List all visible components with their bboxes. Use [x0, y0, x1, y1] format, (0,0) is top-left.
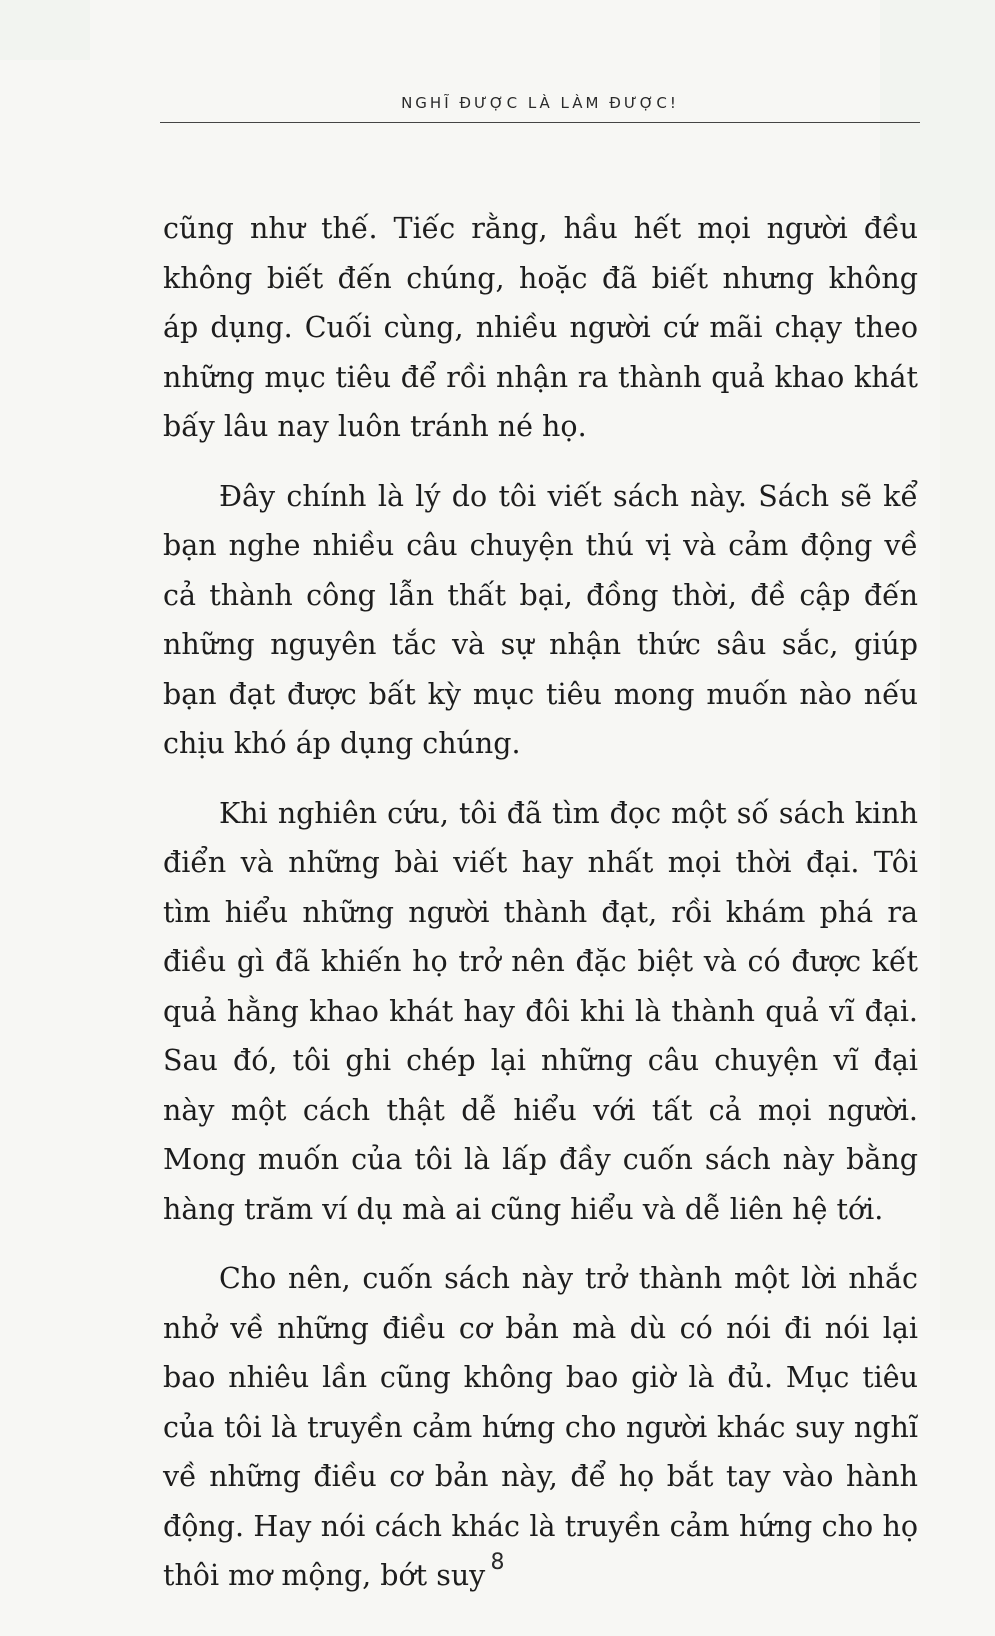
header-divider [160, 122, 920, 123]
paragraph-continued: cũng như thế. Tiếc rằng, hầu hết mọi người đều không biết đến chúng, hoặc đã biết nhưng không áp dụng. Cuối cùng, nhiều người cứ mãi chạy theo những mục tiêu để rồi nhận ra thành quả khao khát bấy lâu nay luôn tránh né họ. [163, 212, 918, 443]
paragraph: Khi nghiên cứu, tôi đã tìm đọc một số sách kinh điển và những bài viết hay nhất mọi thời đại. Tôi tìm hiểu những người thành đạt, rồi khám phá ra điều gì đã khiến họ trở nên đặc biệt và có được kết quả hằng khao khát hay đôi khi là thành quả vĩ đại. Sau đó, tôi ghi chép lại những câu chuyện vĩ đại này một cách thật dễ hiểu với tất cả mọi người. Mong muốn của tôi là lấp đầy cuốn sách này bằng hàng trăm ví dụ mà ai cũng hiểu và dễ liên hệ tới. [163, 796, 918, 1226]
paragraph: Cho nên, cuốn sách này trở thành một lời nhắc nhở về những điều cơ bản mà dù có nói đi nói lại bao nhiêu lần cũng không bao giờ là đủ. Mục tiêu của tôi là truyền cảm hứng cho người khác suy nghĩ về những điều cơ bản này, để họ bắt tay vào hành động. Hay nói cách khác là truyền cảm hứng cho họ thôi mơ mộng, bớt suy [163, 1262, 918, 1592]
running-header [160, 94, 920, 126]
running-title: NGHĨ ĐƯỢC LÀ LÀM ĐƯỢC! [401, 94, 679, 112]
page-body [163, 204, 918, 1621]
scan-shadow-top-left [0, 0, 90, 60]
scan-shadow-right-edge [940, 230, 995, 1330]
page-number: 8 [490, 1550, 505, 1575]
paragraph: Đây chính là lý do tôi viết sách này. Sách sẽ kể bạn nghe nhiều câu chuyện thú vị và cảm động về cả thành công lẫn thất bại, đồng thời, đề cập đến những nguyên tắc và sự nhận thức sâu sắc, giúp bạn đạt được bất kỳ mục tiêu mong muốn nào nếu chịu khó áp dụng chúng. [163, 479, 918, 760]
